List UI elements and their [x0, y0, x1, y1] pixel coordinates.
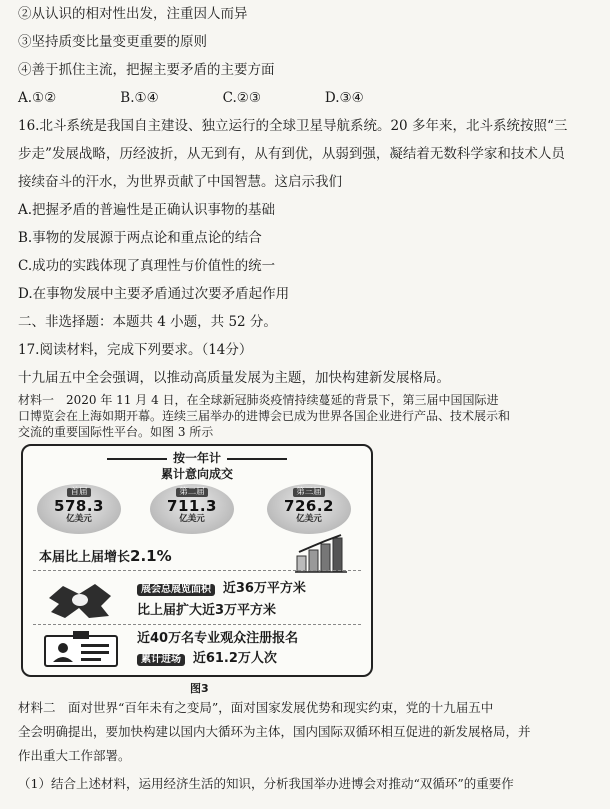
- fair-3-value: 726.2: [284, 496, 334, 515]
- visits-tag: 累计进场: [137, 654, 185, 666]
- q16-option-c: C.成功的实践体现了真理性与价值性的统一: [18, 258, 276, 274]
- fair-1-value: 578.3: [54, 496, 104, 515]
- fair-1-tag: 首届: [67, 488, 90, 497]
- visits-value: 近61.2万人次: [192, 651, 277, 666]
- area-value: 近36万平方米: [222, 581, 306, 596]
- section-heading: 二、非选择题：本题共 4 小题，共 52 分。: [18, 314, 277, 330]
- material-2-line-2: 全会明确提出，要加快构建以国内大循环为主体，国内国际双循环相互促进的新发展格局，并: [18, 724, 531, 739]
- fair-1-unit: 亿美元: [66, 513, 92, 524]
- fair-3-unit: 亿美元: [296, 513, 322, 524]
- fair-2-unit: 亿美元: [179, 513, 205, 524]
- choice-d: D.③④: [324, 90, 364, 106]
- bar-chart-icon: [295, 534, 347, 574]
- material-2-line-3: 作出重大工作部署。: [18, 748, 131, 763]
- option-line-2: ②从认识的相对性出发，注重因人而异: [18, 6, 248, 22]
- area-line: [137, 582, 306, 596]
- material-1-line-1: 材料一 2020 年 11 月 4 日，在全球新冠肺炎疫情持续蔓延的背景下，第三届中国国际进: [18, 393, 499, 407]
- venue-map-icon: [43, 580, 117, 622]
- audience-badge-icon: [43, 630, 119, 668]
- q17-stem: 17.阅读材料，完成下列要求。（14分）: [18, 342, 253, 358]
- q16-stem-2: 步走”发展战略，历经波折，从无到有，从有到优，从弱到强，凝结着无数科学家和技术人员: [18, 146, 565, 162]
- fair-2-bubble: [150, 484, 234, 534]
- figure-heading-top: 按一年计: [23, 452, 371, 464]
- fair-3-tag: 第三届: [293, 488, 325, 497]
- choice-b: B.①④: [120, 90, 159, 106]
- fair-2-value: 711.3: [167, 496, 217, 515]
- fair-2-tag: 第二届: [176, 488, 208, 497]
- q16-stem-3: 接续奋斗的汗水，为世界贡献了中国智慧。这启示我们: [18, 174, 342, 190]
- figure-3-infographic: [21, 444, 373, 677]
- figure-caption: 图3: [190, 682, 209, 695]
- growth-value: 2.1%: [130, 547, 172, 565]
- q15-choices: [18, 92, 364, 106]
- material-1-line-2: 口博览会在上海如期开幕。连续三届举办的进博会已成为世界各国企业进行产品、技术展示和: [18, 409, 511, 423]
- q16-stem-1: 16.北斗系统是我国自主建设、独立运行的全球卫星导航系统。20 多年来，北斗系统按照“三: [18, 118, 568, 134]
- fair-3-bubble: [267, 484, 351, 534]
- option-line-3: ③坚持质变比量变更重要的原则: [18, 34, 207, 50]
- figure-heading-bottom: 累计意向成交: [160, 467, 233, 481]
- question-1: （1）结合上述材料，运用经济生活的知识，分析我国举办进博会对推动“双循环”的重要作: [18, 776, 514, 791]
- option-line-4: ④善于抓住主流，把握主要矛盾的主要方面: [18, 62, 275, 78]
- material-2-line-1: 材料二 面对世界“百年未有之变局”，面对国家发展优势和现实约束，党的十九届五中: [18, 700, 494, 715]
- q17-intro: 十九届五中全会强调，以推动高质量发展为主题，加快构建新发展格局。: [18, 370, 450, 386]
- choice-c: C.②③: [222, 90, 261, 106]
- q16-option-b: B.事物的发展源于两点论和重点论的结合: [18, 230, 262, 246]
- expand-text: 比上届扩大近3万平方米: [137, 603, 277, 618]
- fair-1-bubble: [37, 484, 121, 534]
- q16-option-a: A.把握矛盾的普遍性是正确认识事物的基础: [18, 202, 276, 218]
- visits-line: [137, 652, 277, 666]
- growth-label: 本届比上届增长: [39, 550, 131, 565]
- material-1-line-3: 交流的重要国际性平台。如图 3 所示: [18, 425, 214, 439]
- q16-option-d: D.在事物发展中主要矛盾通过次要矛盾起作用: [18, 286, 290, 302]
- area-tag: 展会总展览面积: [137, 584, 215, 596]
- register-text: 近40万名专业观众注册报名: [137, 631, 299, 646]
- choice-a: A.①②: [18, 90, 57, 106]
- growth-line: [39, 549, 172, 564]
